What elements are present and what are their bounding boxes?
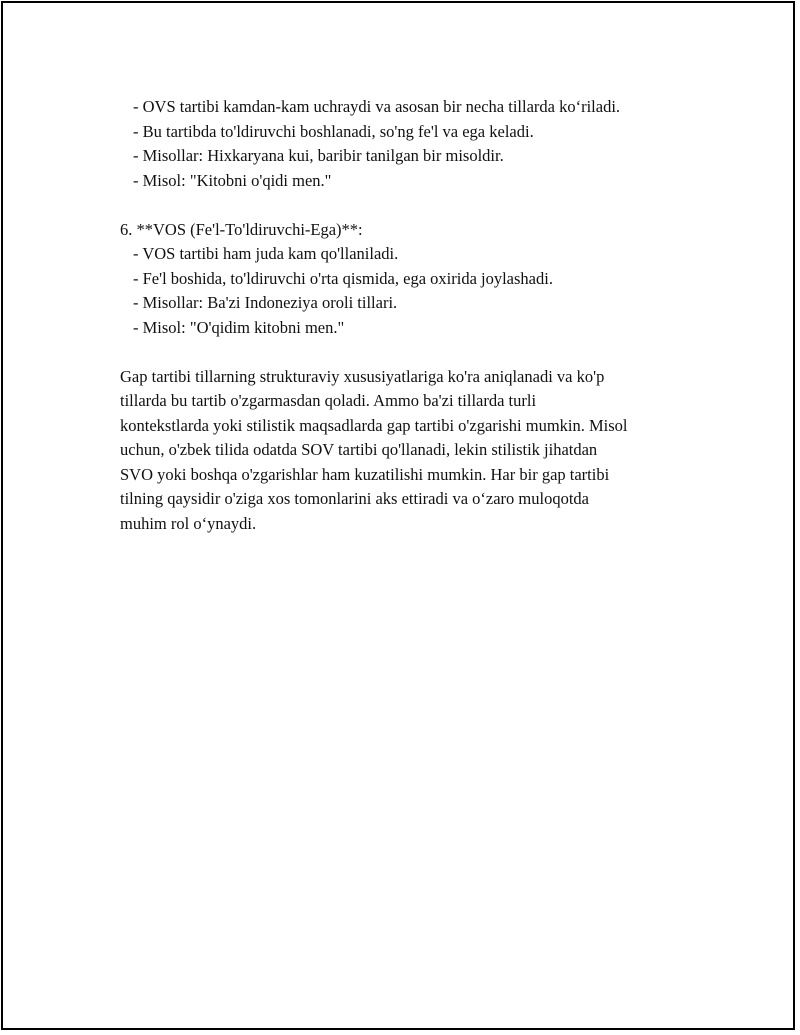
paragraph-line: tilning qaysidir o'ziga xos tomonlarini aks ettiradi va oʻzaro muloqotda xyxy=(120,489,589,508)
paragraph-line: uchun, o'zbek tilida odatda SOV tartibi qo'llanadi, lekin stilistik jihatdan xyxy=(120,440,598,459)
section-heading: 6. **VOS (Fe'l-To'ldiruvchi-Ega)**: xyxy=(120,219,363,239)
spacer xyxy=(120,193,700,218)
list-item: - Misollar: Ba'zi Indoneziya oroli tillari. xyxy=(133,293,398,312)
paragraph-line: kontekstlarda yoki stilistik maqsadlarda gap tartibi o'zgarishi mumkin. Misol xyxy=(120,415,628,435)
list-item: - Fe'l boshida, to'ldiruvchi o'rta qismida, ega oxirida joylashadi. xyxy=(133,268,553,288)
list-item: - Bu tartibda to'ldiruvchi boshlanadi, so'ng fe'l va ega keladi. xyxy=(133,121,534,141)
spacer xyxy=(120,340,700,365)
document-page xyxy=(1,1,795,1030)
list-item: - Misol: "Kitobni o'qidi men." xyxy=(133,170,332,190)
conclusion-paragraph xyxy=(120,365,700,537)
list-item: - Misollar: Hixkaryana kui, baribir tanilgan bir misoldir. xyxy=(133,146,504,165)
list-item: - Misol: "O'qidim kitobni men." xyxy=(133,317,345,337)
paragraph-line: muhim rol oʻynaydi. xyxy=(120,513,257,533)
paragraph-line: Gap tartibi tillarning strukturaviy xususiyatlariga ko'ra aniqlanadi va ko'p xyxy=(120,366,605,386)
document-body xyxy=(120,95,700,536)
list-item: - VOS tartibi ham juda kam qo'llaniladi. xyxy=(133,244,399,263)
paragraph-line: SVO yoki boshqa o'zgarishlar ham kuzatilishi mumkin. Har bir gap tartibi xyxy=(120,464,610,484)
paragraph-line: tillarda bu tartib o'zgarmasdan qoladi. Ammo ba'zi tillarda turli xyxy=(120,391,537,410)
list-item: - OVS tartibi kamdan-kam uchraydi va asosan bir necha tillarda koʻriladi. xyxy=(133,97,621,116)
